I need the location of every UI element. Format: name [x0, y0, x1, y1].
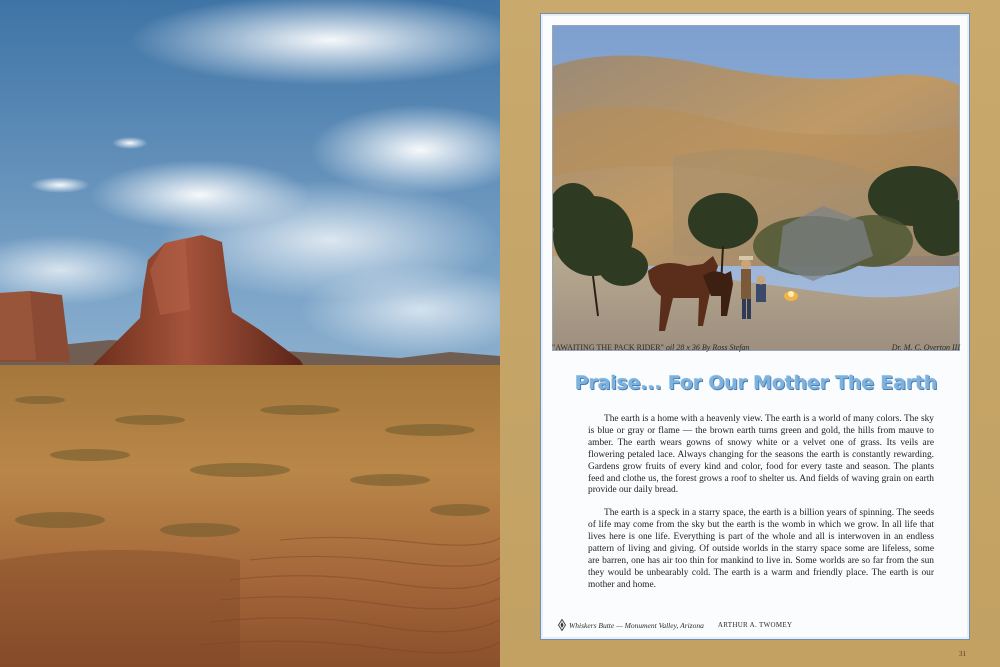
photo-credit: [558, 619, 792, 631]
article-body: [588, 414, 934, 592]
author-name: ARTHUR A. TWOMEY: [717, 621, 793, 629]
pointing-hand-icon: [558, 619, 566, 631]
article-card: [540, 13, 970, 640]
article-paragraph: The earth is a home with a heavenly view. The earth is a world of many colors. The sky is blue or gray or flame — the brown earth turns green and gold, the hills from mauve to amber. The earth wears gowns of snowy white or a velvet one of grass. Its veils are flowering petaled lace. Always changing for the seasons the earth is constantly rewarding. Gardens grow fruits of every kind and color, food for every taste and season. The plants feed and clothe us, the forest grows a roof to shelter us. And fields of waving grain on earth provide our daily bread.: [588, 414, 934, 496]
photo-location: Whiskers Butte — Monument Valley, Arizona: [569, 620, 704, 630]
cowboy-horses-painting: [552, 25, 960, 351]
painting-medium: oil 28 x 36 By Ross Stefan: [665, 343, 750, 352]
painting-title: "AWAITING THE PACK RIDER": [552, 343, 664, 352]
article-heading: Praise... For Our Mother The Earth: [574, 372, 938, 394]
painting-caption-left: [552, 343, 749, 352]
right-page: [500, 0, 1000, 667]
page-number: 31: [959, 650, 966, 658]
article-paragraph: The earth is a speck in a starry space, the earth is a billion years of spinning. The seeds of life may come from the sky but the earth is the womb in which we grow. In all life that lives here is one life. Everything is part of the whole and all is interwoven in an endless pattern of living and giving. Of outside worlds in the starry space some are lifeless, some are barren, one has air too thin for mankind to live in. Some worlds are so far from the sun they would be unbearably cold. The earth is a warm and friendly place. The earth is our mother and home.: [588, 508, 934, 590]
painting-owner: Dr. M. C. Overton III: [891, 343, 960, 352]
